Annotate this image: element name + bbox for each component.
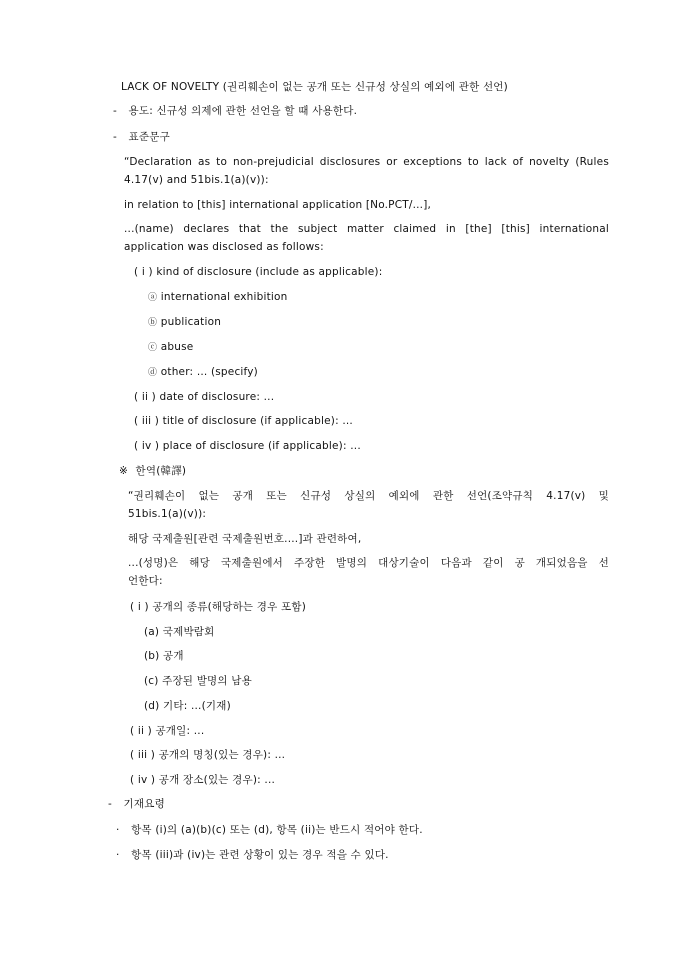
item-text: 공개 [163,650,184,662]
item-text: 국제박람회 [162,626,215,638]
translation-line-3: 해당 국제출원[관련 국제출원번호....]과 관련하여, [128,533,362,545]
item-text: date of disclosure: ... [159,391,275,403]
standard-line-4: ...(name) declares that the subject matter claimed in [the] [this] international [124,223,609,235]
item-marker: ( i ) [134,266,153,278]
item-marker: ( iii ) [130,749,156,761]
item-text: place of disclosure (if applicable): ... [162,440,361,452]
document-title: LACK OF NOVELTY (권리훼손이 없는 공개 또는 신규성 상실의 예외에 관한 선언) [121,81,508,93]
bullet-dash: - [113,105,117,117]
item-marker: (d) [144,700,160,712]
translation-label: 한역(韓譯) [135,465,187,477]
item-marker: ( iv ) [130,774,156,786]
translation-item-1 [130,600,306,614]
bullet-dot: · [116,824,120,836]
item-marker: ( i ) [130,601,149,613]
standard-line-1: “Declaration as to non-prejudicial disclosures or exceptions to lack of novelty (Rules [124,156,609,168]
item-text: 항목 (i)의 (a)(b)(c) 또는 (d), 항목 (ii)는 반드시 적어야 한다. [131,824,423,836]
item-marker: ⓑ [148,318,158,328]
bullet-dot: · [116,849,120,861]
item-marker: ( ii ) [134,391,156,403]
translation-item-2 [144,625,215,639]
item-text: 공개일: ... [155,725,205,737]
usage-line [113,104,357,118]
guide-label: 기재요령 [123,798,165,810]
translation-line-1: “권리훼손이 없는 공개 또는 신규성 상실의 예외에 관한 선언(조약규칙 4.17(v) 및 [128,490,609,502]
item-text: international exhibition [160,291,288,303]
item-marker: (a) [144,626,160,638]
item-text: abuse [160,341,194,353]
standard-heading [113,130,170,144]
translation-item-5 [144,699,231,713]
standard-line-2: 4.17(v) and 51bis.1(a)(v)): [124,174,269,186]
item-text: other: ... (specify) [160,366,258,378]
item-marker: ⓒ [148,343,158,353]
bullet-dash: - [108,798,112,810]
item-marker: ( ii ) [130,725,152,737]
standard-item-6 [134,390,274,404]
translation-item-4 [144,674,252,688]
standard-item-2 [148,290,287,305]
item-marker: ( iv ) [134,440,160,452]
standard-item-5 [148,365,258,380]
bullet-dash: - [113,131,117,143]
translation-item-8 [130,773,275,787]
guide-item-1 [116,823,423,837]
item-text: kind of disclosure (include as applicable): [156,266,383,278]
item-marker: (b) [144,650,160,662]
item-text: 주장된 발명의 남용 [162,675,252,687]
item-text: 공개의 종류(해당하는 경우 포함) [152,601,307,613]
translation-line-4: ...(성명)은 해당 국제출원에서 주장한 발명의 대상기술이 다음과 같이 공 개되었음을 선 [128,557,609,569]
translation-line-2: 51bis.1(a)(v)): [128,508,207,520]
item-text: title of disclosure (if applicable): ... [162,415,353,427]
translation-item-6 [130,724,204,738]
item-marker: ( iii ) [134,415,160,427]
item-text: 공개의 명칭(있는 경우): ... [158,749,286,761]
item-marker: ⓐ [148,293,158,303]
item-marker: ⓓ [148,368,158,378]
item-text: publication [160,316,222,328]
item-text: 공개 장소(있는 경우): ... [158,774,276,786]
guide-heading [108,797,165,811]
standard-label: 표준문구 [128,131,170,143]
usage-text: 용도: 신규성 의제에 관한 선언을 할 때 사용한다. [128,105,358,117]
guide-item-2 [116,848,389,862]
translation-line-5: 언한다: [128,575,163,587]
standard-item-3 [148,315,221,330]
translation-item-7 [130,748,285,762]
item-text: 항목 (iii)과 (iv)는 관련 상황이 있는 경우 적을 수 있다. [131,849,389,861]
standard-line-3: in relation to [this] international application [No.PCT/...], [124,199,432,211]
item-marker: (c) [144,675,159,687]
translation-item-3 [144,649,184,663]
reference-mark: ※ [119,465,128,477]
standard-item-4 [148,340,193,355]
translation-heading [119,464,186,478]
standard-item-1 [134,265,382,279]
item-text: 기타: ...(기재) [163,700,231,712]
standard-line-5: application was disclosed as follows: [124,241,324,253]
standard-item-8 [134,439,361,453]
standard-item-7 [134,414,353,428]
